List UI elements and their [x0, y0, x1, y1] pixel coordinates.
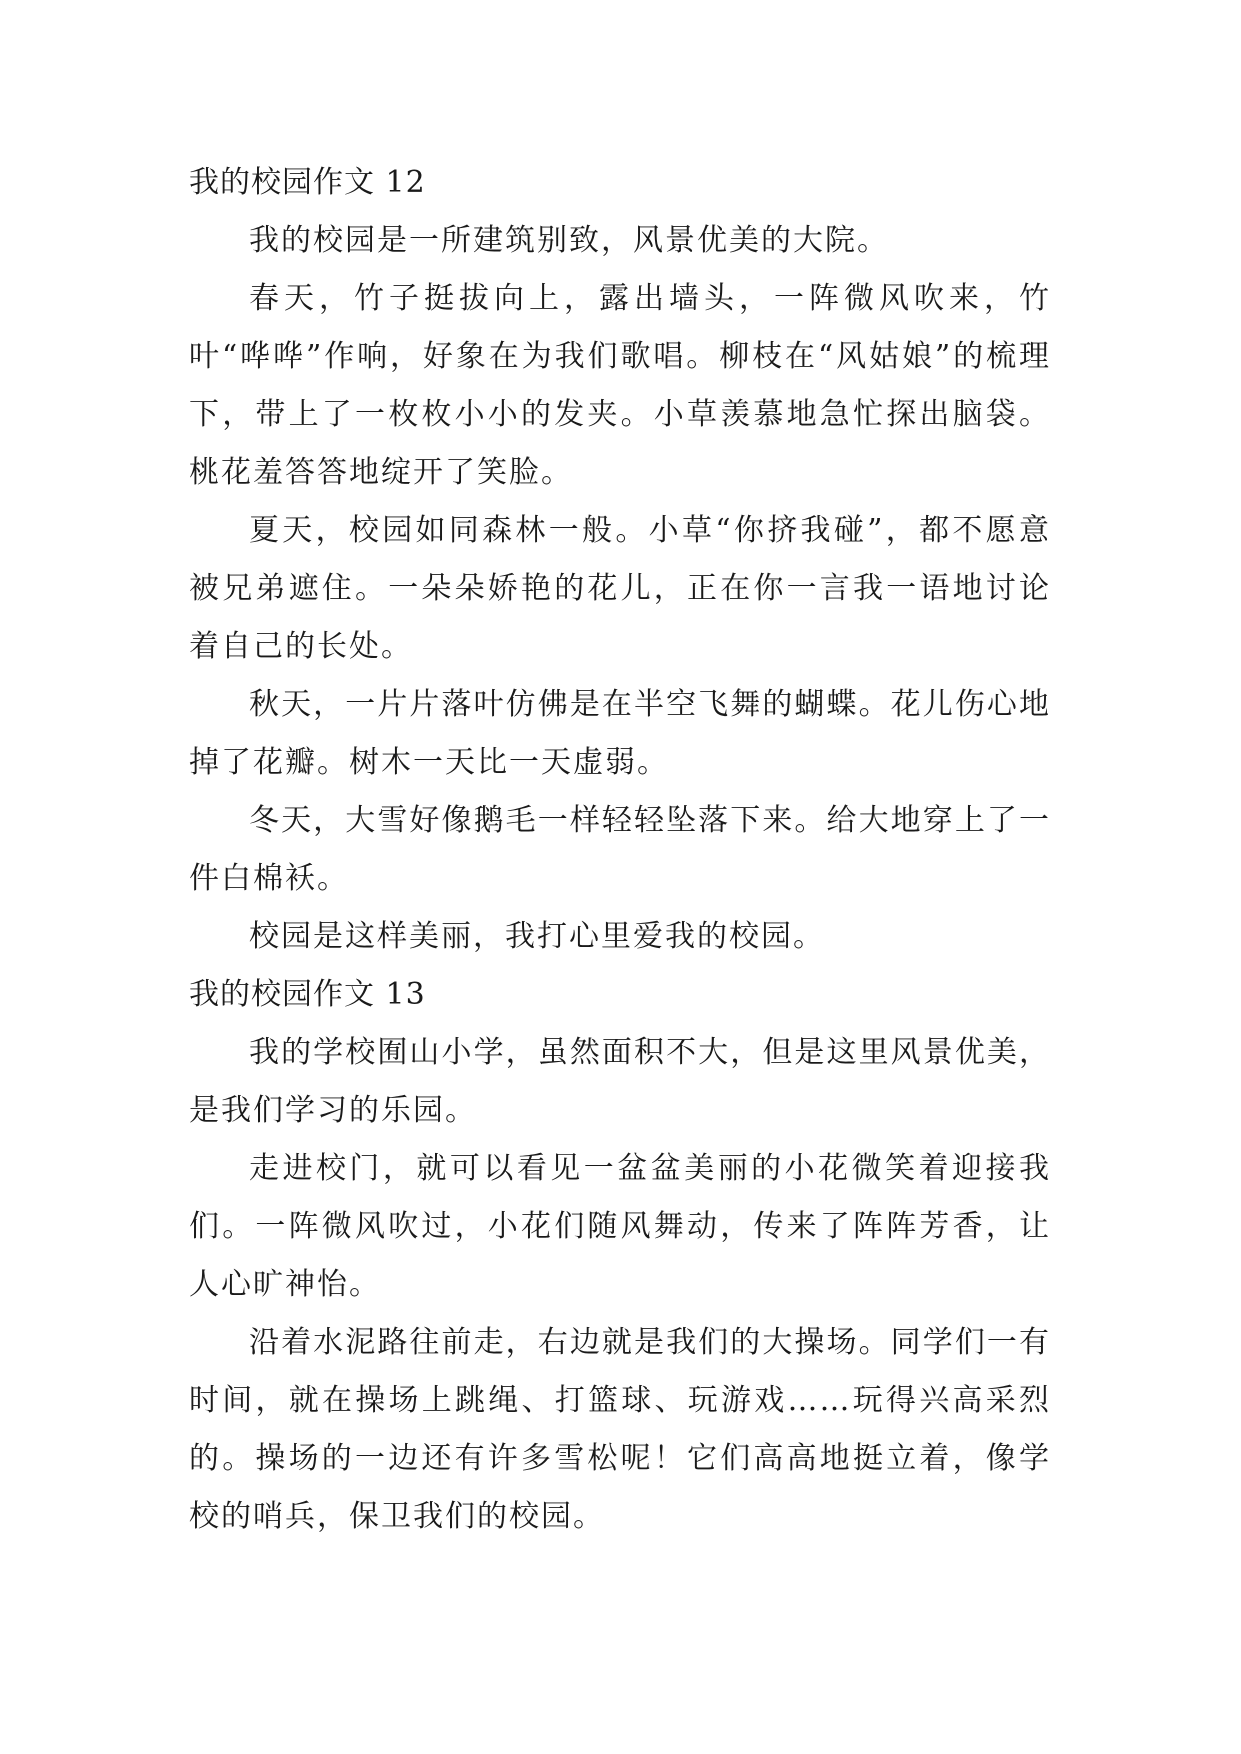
essay-title: 我的校园作文 12 — [189, 165, 426, 200]
paragraph: 夏天，校园如同森林一般。小草“你挤我碰”，都不愿意被兄弟遮住。一朵朵娇艳的花儿，正在你一言我一语地讨论着自己的长处。 — [189, 513, 1051, 664]
paragraph: 沿着水泥路往前走，右边就是我们的大操场。同学们一有时间，就在操场上跳绳、打篮球、玩游戏……玩得兴高采烈的。操场的一边还有许多雪松呢！它们高高地挺立着，像学校的哨兵，保卫我们的校园。 — [189, 1325, 1051, 1534]
essay-12 — [189, 154, 1051, 966]
paragraph: 秋天，一片片落叶仿佛是在半空飞舞的蝴蝶。花儿伤心地掉了花瓣。树木一天比一天虚弱。 — [189, 687, 1051, 780]
essay-13 — [189, 966, 1051, 1546]
paragraph: 春天，竹子挺拔向上，露出墙头，一阵微风吹来，竹叶“哗哗”作响，好象在为我们歌唱。柳枝在“风姑娘”的梳理下，带上了一枚枚小小的发夹。小草羡慕地急忙探出脑袋。桃花羞答答地绽开了笑脸。 — [189, 281, 1051, 490]
essay-title: 我的校园作文 13 — [189, 977, 426, 1012]
paragraph: 校园是这样美丽，我打心里爱我的校园。 — [249, 919, 825, 954]
paragraph: 走进校门，就可以看见一盆盆美丽的小花微笑着迎接我们。一阵微风吹过，小花们随风舞动，传来了阵阵芳香，让人心旷神怡。 — [189, 1151, 1051, 1302]
document-page — [189, 154, 1051, 1546]
paragraph: 我的学校囿山小学，虽然面积不大，但是这里风景优美，是我们学习的乐园。 — [189, 1035, 1051, 1128]
paragraph: 我的校园是一所建筑别致，风景优美的大院。 — [249, 223, 889, 258]
paragraph: 冬天，大雪好像鹅毛一样轻轻坠落下来。给大地穿上了一件白棉袄。 — [189, 803, 1051, 896]
